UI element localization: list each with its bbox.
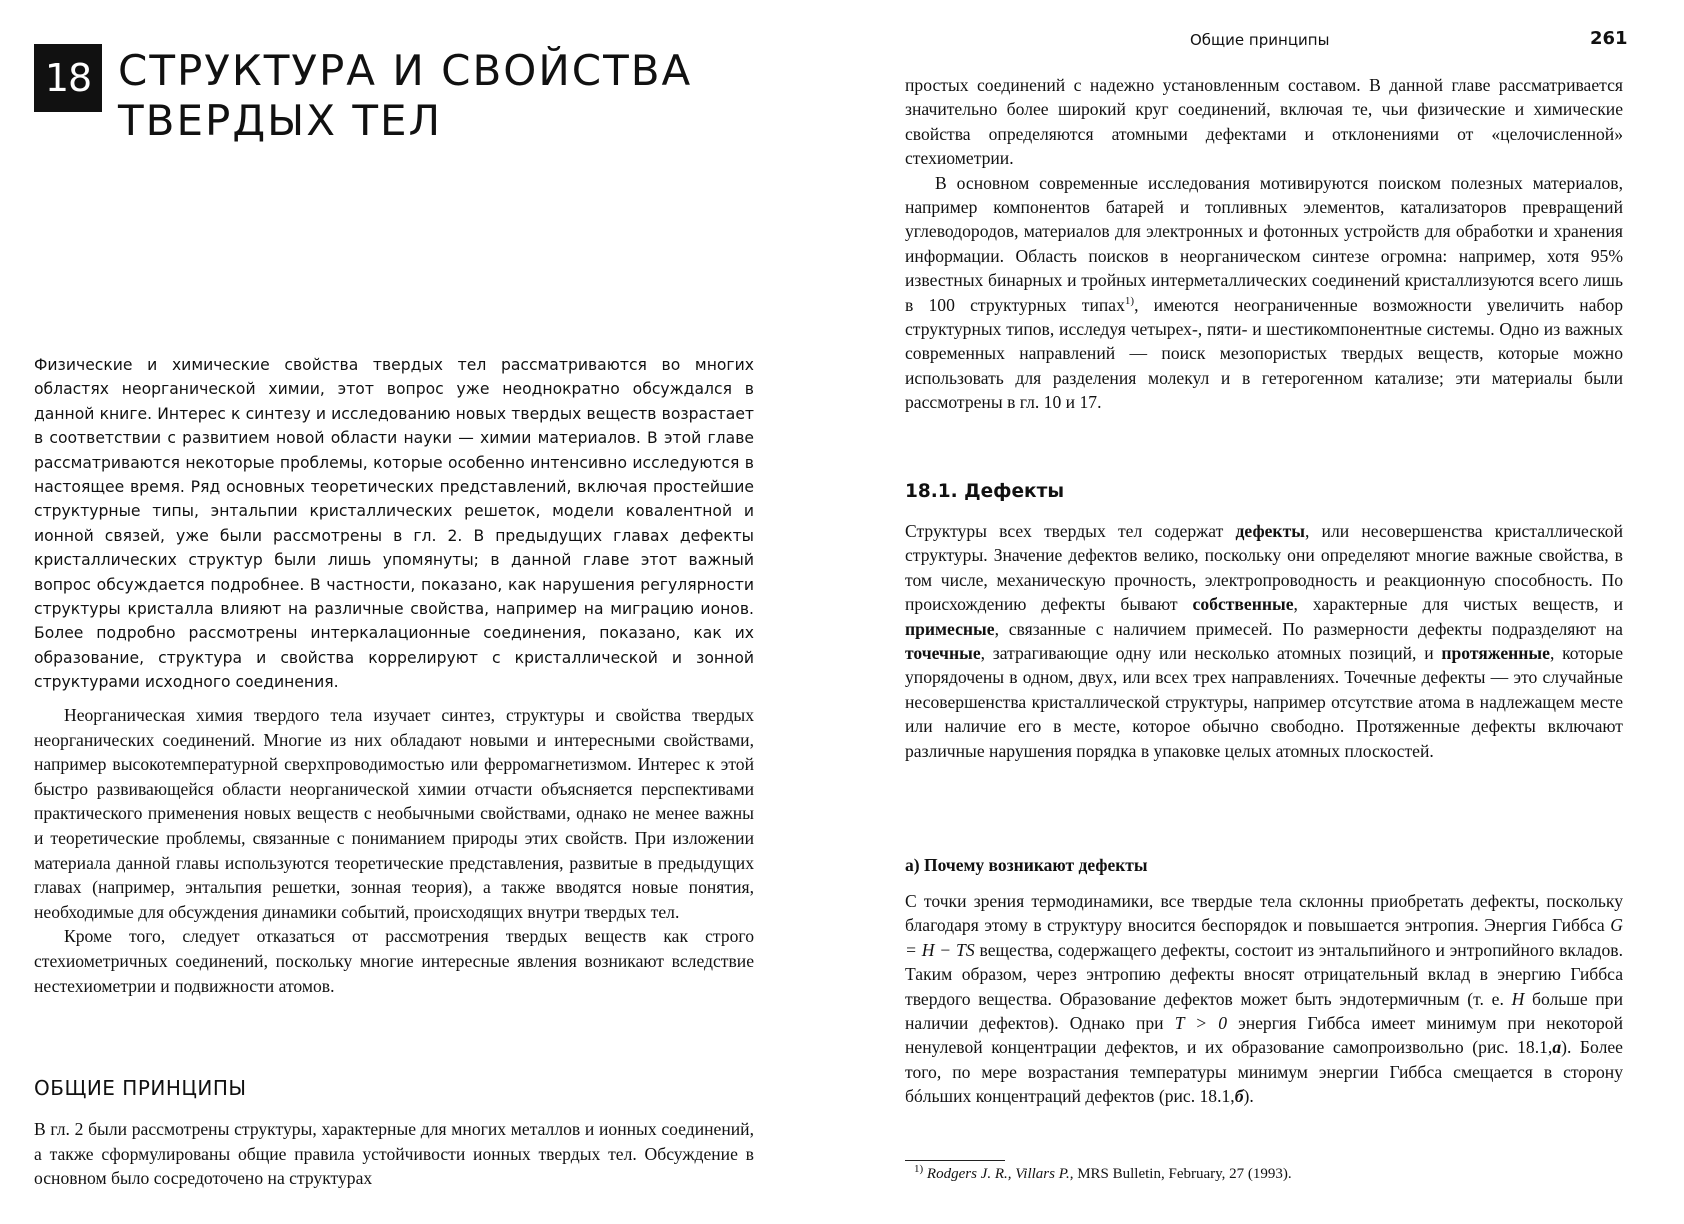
chapter-title-line-1: СТРУКТУРА И СВОЙСТВА [118,46,693,95]
term-point: точечные [905,643,981,664]
term-defects: дефекты [1235,521,1305,541]
running-head: Общие принципы [1190,31,1330,49]
term-intrinsic: собственные [1192,594,1294,615]
temperature-condition: T > 0 [1174,1013,1228,1034]
general-section-body [34,1117,754,1191]
term-impurity: примесные [905,618,995,639]
body-paragraph-2: Кроме того, следует отказаться от рассмотрения твердых веществ как строго стехиометричных соединений, поскольку многие интересные явления возникают вследствие нестехиометрии и подвижности атомов. [34,926,754,996]
research-paragraph: В основном современные исследования мотивируются поиском полезных материалов, например компонентов батарей и топливных элементов, катализаторов превращений углеводородов, материалов для электронных и фотонных устройств для обработки и хранения информации. Область поисков в неорганическом синтезе огромна: например, хотя 95% известных бинарных и тройных интерметаллических соединений кристаллизуются всего лишь в 100 структурных типах$^{1)}$, имеются неограниченные возможности увеличить набор структурных типов, исследуя четырех-, пяти- и шестикомпонентные системы. Одно из важных современных направлений — поиск мезопористых твердых веществ, которые можно использовать для разделения молекул и в гетерогенном катализе; эти материалы были рассмотрены в гл. 10 и 17. [905,172,1623,413]
chapter-title [118,46,818,146]
footnote-ref: 1) [1124,294,1135,307]
footnote-authors: Rodgers J. R., Villars P. [926,1166,1070,1182]
enthalpy-symbol: H [1511,988,1525,1009]
footnote [914,1164,1614,1184]
defects-body [905,519,1623,763]
intro-continuation [905,73,1623,415]
chapter-intro: Физические и химические свойства твердых тел рассматриваются во многих областях неорганической химии, этот вопрос уже неоднократно обсуждался в данной книге. Интерес к синтезу и исследованию новых твердых веществ возрастает в соответствии с развитием новой области науки — химии материалов. В этой главе рассматриваются некоторые проблемы, которые особенно интенсивно исследуются в настоящее время. Ряд основных теоретических представлений, включая простейшие структурные типы, энтальпии кристаллических решеток, модели ковалентной и ионной связей, уже были рассмотрены в гл. 2. В предыдущих главах дефекты кристаллических структур были лишь упомянуты; в данной главе этот важный вопрос обсуждается подробнее. В частности, показано, как нарушения регулярности структуры кристалла влияют на различные свойства, например на миграцию ионов. Более подробно рассмотрены интеркалационные соединения, показано, как их образование, структура и свойства коррелируют с кристаллической и зонной структурами исходного соединения. [34,356,754,692]
subsection-title-why-defects: а) Почему возникают дефекты [905,855,1148,875]
term-extended: протяженные [1441,643,1550,664]
chapter-number: 18 [44,56,92,100]
chapter-title-line-2: ТВЕРДЫХ ТЕЛ [118,96,443,145]
body-paragraph-1: Неорганическая химия твердого тела изучает синтез, структуры и свойства твердых неорганических соединений. Многие из них обладают новыми и интересными свойствами, например высокотемпературной сверхпроводимостью или ферромагнетизмом. Интерес к этой быстро развивающейся области неорганической химии отчасти объясняется перспективами практического применения новых веществ с необычными свойствами, однако не менее важны и теоретические проблемы, связанные с пониманием природы этих свойств. При изложении материала данной главы используются теоретические представления, развитые в предыдущих главах (например, энтальпия решетки, зонная теория), а также вводятся новые понятия, необходимые для обсуждения динамики событий, происходящих внутри твердых тел. [34,705,754,922]
chapter-number-box [34,44,102,112]
footnote-citation: , MRS Bulletin, February, 27 (1993). [1069,1166,1292,1182]
footnote-rule [905,1160,1005,1161]
section-title-general: ОБЩИЕ ПРИНЦИПЫ [34,1076,247,1100]
thermodynamics-paragraph: С точки зрения термодинамики, все твердые тела склонны приобретать дефекты, поскольку благодаря этому в структуру вносится беспорядок и повышается энтропия. Энергия Гиббса G = H − TS вещества, содержащего дефекты, состоит из энтальпийного и энтропийного вкладов. Таким образом, через энтропию дефекты вносят отрицательный вклад в энергию Гиббса твердого вещества. Образование дефектов может быть эндотермичным (т. е. H больше при наличии дефектов). Однако при T > 0 энергия Гиббса имеет минимум при некоторой ненулевой концентрации дефектов, и их образование самопроизвольно (рис. 18.1,а). Более того, по мере возрастания температуры минимум энергии Гиббса смещается в сторону бóльших концентраций дефектов (рис. 18.1,б). [905,891,1624,1107]
figure-ref-a: а [1552,1037,1562,1058]
figure-ref-b: б [1234,1086,1244,1107]
gibbs-formula: G = H − TS [905,915,1623,960]
right-page [842,0,1684,1224]
page-number: 261 [1590,28,1628,49]
continuation-paragraph: простых соединений с надежно установленным составом. В данной главе рассматривается значительно более широкий круг соединений, включая те, чьи физические и химические свойства определяются атомными дефектами и отклонениями от «целочисленной» стехиометрии. [905,75,1623,169]
thermodynamics-body [905,889,1623,1109]
section-title-defects: 18.1. Дефекты [905,481,1065,502]
footnote-marker: 1) [914,1163,924,1175]
general-paragraph-1: В гл. 2 были рассмотрены структуры, характерные для многих металлов и ионных соединений, а также сформулированы общие правила устойчивости ионных твердых тел. Обсуждение в основном было сосредоточено на структурах [34,1119,754,1189]
defects-paragraph: Структуры всех твердых тел содержат дефекты, или несовершенства кристаллической структуры. Значение дефектов велико, поскольку они определяют многие важные свойства, в том числе, механическую прочность, электропроводность и реакционную способность. По происхождению дефекты бывают собственные, характерные для чистых веществ, и примесные, связанные с наличием примесей. По размерности дефекты подразделяют на точечные, затрагивающие одну или несколько атомных позиций, и протяженные, которые упорядочены в одном, двух, или всех трех направлениях. Точечные дефекты — это случайные несовершенства кристаллической структуры, например отсутствие атома в надлежащем месте или наличие его в месте, которое обычно свободно. Протяженные дефекты включают различные нарушения порядка в упаковке целых атомных плоскостей. [905,521,1624,761]
chapter-body [34,703,754,998]
